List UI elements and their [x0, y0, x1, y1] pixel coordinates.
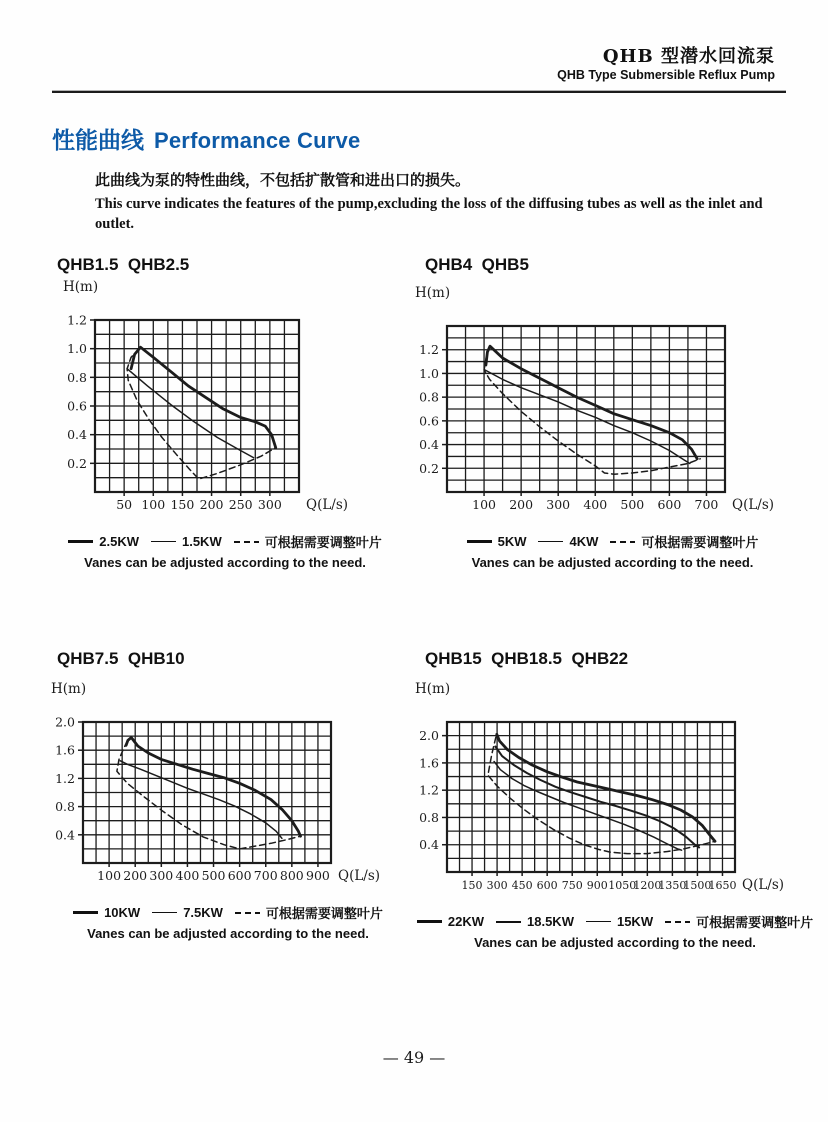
- legend-label: 5KW: [497, 534, 527, 549]
- svg-text:0.6: 0.6: [67, 398, 87, 414]
- legend-note: Vanes can be adjusted according to the need.: [474, 935, 756, 950]
- svg-text:0.8: 0.8: [55, 799, 75, 815]
- svg-text:1.2: 1.2: [419, 342, 439, 358]
- svg-text:1.2: 1.2: [419, 782, 439, 798]
- section-title: [52, 122, 360, 155]
- header-title-en: QHB Type Submersible Reflux Pump: [557, 68, 775, 82]
- chart-legend: [408, 912, 822, 950]
- svg-text:150: 150: [170, 497, 195, 512]
- legend-line-sample-dashed: [235, 912, 260, 914]
- svg-text:500: 500: [620, 497, 645, 512]
- legend-label: 可根据需要调整叶片: [641, 535, 759, 550]
- svg-text:800: 800: [279, 868, 304, 883]
- svg-text:600: 600: [227, 868, 252, 883]
- svg-text:400: 400: [175, 868, 200, 883]
- legend-line-sample-thin: [586, 921, 611, 923]
- header-rule: [52, 90, 786, 93]
- header-rule-dark: [52, 91, 786, 93]
- chart-legend: [55, 532, 395, 570]
- svg-text:300: 300: [486, 879, 508, 892]
- svg-text:2.0: 2.0: [419, 728, 439, 744]
- intro-text-cn: 此曲线为泵的特性曲线，不包括扩散管和进出口的损失。: [95, 172, 471, 189]
- legend-item: [151, 534, 222, 549]
- svg-text:1.6: 1.6: [55, 742, 75, 758]
- svg-text:0.2: 0.2: [67, 455, 87, 471]
- svg-text:H(m): H(m): [63, 279, 99, 295]
- legend-line-sample-bold: [68, 540, 93, 543]
- svg-text:Q(L/s): Q(L/s): [732, 497, 775, 513]
- chart-title: QHB15 QHB18.5 QHB22: [425, 649, 629, 668]
- legend-item: [152, 905, 223, 920]
- chart-title: QHB1.5 QHB2.5: [57, 255, 190, 274]
- legend-item: [538, 534, 598, 549]
- chart-legend: [48, 903, 408, 941]
- chart-block-qhb1.5-qhb2.5: [55, 254, 395, 570]
- legend-label: 10KW: [104, 905, 141, 920]
- legend-line-sample-dashed: [234, 541, 259, 543]
- svg-text:150: 150: [461, 879, 483, 892]
- legend-line-sample-thin: [538, 541, 563, 543]
- svg-text:100: 100: [141, 497, 166, 512]
- svg-text:0.8: 0.8: [67, 369, 87, 385]
- curve-4KW: [485, 370, 690, 464]
- legend-line-sample-bold: [73, 911, 98, 914]
- svg-text:0.6: 0.6: [419, 413, 439, 429]
- svg-text:450: 450: [511, 879, 533, 892]
- svg-text:0.2: 0.2: [419, 460, 439, 476]
- legend-row: [405, 532, 820, 551]
- legend-line-sample-dashed: [610, 541, 635, 543]
- svg-text:900: 900: [306, 868, 330, 883]
- legend-line-sample-thin: [151, 541, 176, 543]
- curve-5KW: [486, 346, 697, 459]
- svg-text:500: 500: [201, 868, 226, 883]
- chart-canvas: [48, 680, 391, 889]
- legend-label: 2.5KW: [99, 534, 139, 549]
- legend-item: [467, 534, 527, 549]
- legend-label: 18.5KW: [527, 914, 574, 929]
- svg-text:700: 700: [253, 868, 278, 883]
- intro-paragraph: [95, 170, 785, 234]
- chart-canvas: [405, 284, 783, 518]
- legend-label: 1.5KW: [181, 534, 222, 549]
- svg-text:600: 600: [657, 497, 682, 512]
- svg-text:0.8: 0.8: [419, 809, 439, 825]
- svg-text:Q(L/s): Q(L/s): [742, 877, 785, 893]
- svg-text:200: 200: [123, 868, 148, 883]
- svg-text:900: 900: [586, 879, 608, 892]
- svg-text:600: 600: [536, 879, 558, 892]
- page-number: — 49 —: [382, 1048, 446, 1067]
- curve-可根据需要调整叶片: [127, 349, 276, 479]
- svg-text:0.4: 0.4: [55, 827, 75, 843]
- svg-text:300: 300: [149, 868, 174, 883]
- chart-block-qhb7.5-qhb10: [48, 648, 408, 941]
- legend-row: [408, 912, 822, 931]
- legend-item: [235, 903, 383, 922]
- svg-text:1350: 1350: [658, 879, 687, 892]
- svg-text:2.0: 2.0: [55, 714, 75, 730]
- legend-item: [234, 532, 382, 551]
- legend-note: Vanes can be adjusted according to the need.: [84, 555, 366, 570]
- svg-text:1.0: 1.0: [67, 341, 87, 357]
- legend-label: 15KW: [616, 914, 654, 929]
- legend-item: [417, 914, 484, 929]
- legend-label: 22KW: [447, 914, 484, 929]
- svg-text:100: 100: [97, 868, 122, 883]
- legend-row: [48, 903, 408, 922]
- svg-text:0.4: 0.4: [419, 437, 439, 453]
- legend-note: Vanes can be adjusted according to the need.: [471, 555, 754, 570]
- legend-item: [73, 905, 140, 920]
- legend-label: 可根据需要调整叶片: [265, 906, 383, 921]
- curve-可根据需要调整叶片: [117, 741, 301, 849]
- chart-legend: [405, 532, 820, 570]
- chart-block-qhb15-qhb18.5-qhb22: [408, 648, 822, 950]
- svg-text:H(m): H(m): [415, 285, 451, 301]
- svg-text:0.4: 0.4: [67, 427, 87, 443]
- legend-label: 7.5KW: [183, 905, 223, 920]
- svg-text:700: 700: [694, 497, 719, 512]
- performance-chart-qhb7.5-qhb10: [48, 680, 408, 889]
- legend-note: Vanes can be adjusted according to the need.: [87, 926, 369, 941]
- header-title-cn: QHB 型潜水回流泵: [602, 46, 775, 67]
- legend-item: [586, 914, 653, 929]
- legend-label: 4KW: [569, 534, 599, 549]
- svg-text:H(m): H(m): [51, 681, 87, 697]
- performance-chart-qhb4-qhb5: [405, 284, 820, 518]
- svg-text:0.4: 0.4: [419, 837, 439, 853]
- performance-chart-qhb15-qhb18.5-qhb22: [408, 680, 822, 898]
- performance-chart-qhb1.5-qhb2.5: [55, 278, 395, 518]
- svg-text:1050: 1050: [608, 879, 637, 892]
- legend-line-sample-medium: [496, 921, 521, 923]
- svg-text:300: 300: [257, 497, 282, 512]
- page-header: [557, 46, 775, 83]
- legend-item: [68, 534, 139, 549]
- svg-text:300: 300: [546, 497, 571, 512]
- svg-text:1.6: 1.6: [419, 755, 439, 771]
- chart-canvas: [55, 278, 355, 518]
- svg-text:1.2: 1.2: [55, 770, 75, 786]
- svg-text:1.0: 1.0: [419, 365, 439, 381]
- svg-text:H(m): H(m): [415, 681, 451, 697]
- legend-label: 可根据需要调整叶片: [264, 535, 382, 550]
- svg-text:50: 50: [116, 497, 133, 512]
- svg-text:0.8: 0.8: [419, 389, 439, 405]
- section-title-en: Performance Curve: [154, 128, 361, 153]
- chart-title: QHB4 QHB5: [425, 255, 529, 274]
- svg-text:1.2: 1.2: [67, 312, 87, 328]
- svg-text:1650: 1650: [708, 879, 737, 892]
- svg-text:400: 400: [583, 497, 608, 512]
- svg-text:1500: 1500: [683, 879, 712, 892]
- svg-text:200: 200: [199, 497, 224, 512]
- section-title-cn: 性能曲线: [52, 127, 144, 153]
- chart-title: QHB7.5 QHB10: [57, 649, 185, 668]
- legend-item: [610, 532, 758, 551]
- svg-text:200: 200: [509, 497, 534, 512]
- svg-text:250: 250: [228, 497, 253, 512]
- legend-line-sample-bold: [467, 540, 492, 543]
- svg-text:Q(L/s): Q(L/s): [338, 868, 381, 884]
- legend-item: [665, 912, 813, 931]
- svg-text:100: 100: [472, 497, 496, 512]
- svg-text:750: 750: [561, 879, 583, 892]
- legend-item: [496, 914, 574, 929]
- legend-line-sample-dashed: [665, 921, 690, 923]
- intro-text-en: This curve indicates the features of the pump,excluding the loss of the diffusing tubes as well as the inlet and outlet.: [95, 196, 763, 232]
- legend-line-sample-bold: [417, 920, 442, 923]
- legend-label: 可根据需要调整叶片: [696, 915, 814, 930]
- svg-text:1200: 1200: [633, 879, 662, 892]
- chart-block-qhb4-qhb5: [405, 254, 820, 570]
- svg-text:Q(L/s): Q(L/s): [306, 497, 349, 513]
- chart-canvas: [408, 680, 799, 898]
- legend-row: [55, 532, 395, 551]
- legend-line-sample-thin: [152, 912, 177, 914]
